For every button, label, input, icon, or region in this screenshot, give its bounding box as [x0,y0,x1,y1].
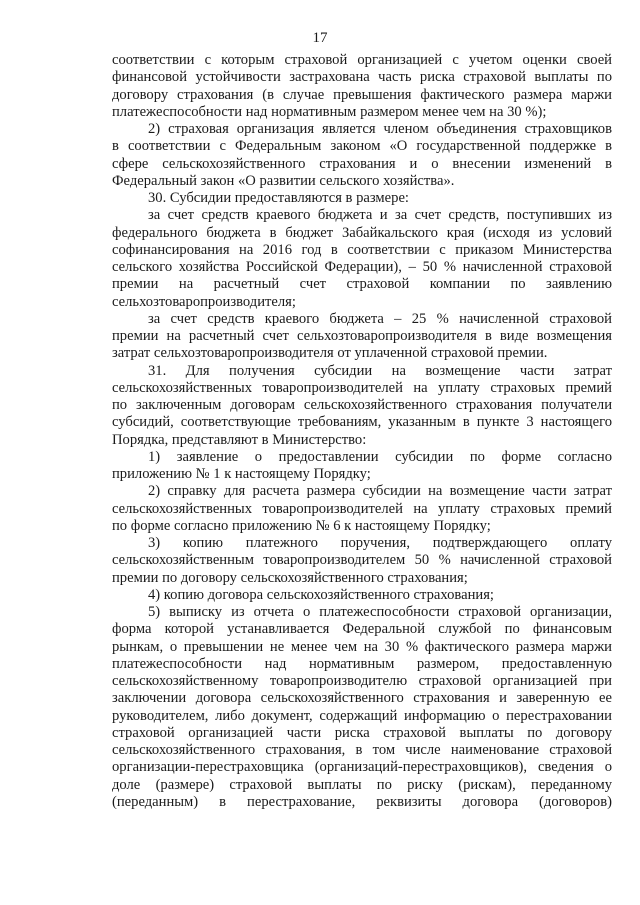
text-line: 2) справку для расчета размера субсидии на возмещение части затрат [148,483,612,500]
text-line: руководителем, либо документ, содержащий информацию о перестраховании [112,707,612,724]
text-line: соответствии с которым страховой организацией с учетом оценки своей [112,52,612,68]
text-line: за счет средств краевого бюджета и за счет средств, поступивших из [148,207,612,224]
text-line: сельскохозяйственному товаропроизводителю страховой организацией при [112,673,612,689]
text-line: финансовой устойчивости застрахована часть риска страховой выплаты по [112,69,612,86]
text-line: по форме согласно приложению № 6 к настоящему Порядку; [112,517,491,534]
text-line: сельскохозяйственного страхования, в том числе наименование страховой [112,742,612,758]
text-line: по заключенным договорам сельскохозяйственного страхования получатели [112,397,612,413]
page-number: 17 [312,30,328,46]
text-line: 2) страховая организация является членом объединения страховщиков [148,121,612,137]
text-line: форма которой устанавливается Федеральной службой по финансовым [112,621,612,638]
text-line: 30. Субсидии предоставляются в размере: [148,190,409,206]
text-line: (переданным) в перестрахование, реквизиты договора (договоров) [112,793,612,810]
text-line: 31. Для получения субсидии на возмещение части затрат [148,362,612,379]
text-line: субсидий, соответствующие требованиям, указанным в пункте 3 настоящего [112,414,612,431]
text-line: Федеральный закон «О развитии сельского хозяйства». [112,172,455,189]
text-line: в соответствии с Федеральным законом «О государственной поддержке в [112,138,612,155]
text-line: 1) заявление о предоставлении субсидии по форме согласно [148,448,612,465]
text-line: сфере сельскохозяйственного страхования и о внесении изменений в [112,155,612,172]
text-line: премии на расчетный счет сельхозтоваропроизводителя в виде возмещения [112,328,612,344]
document-body [112,52,612,811]
text-line: софинансирования на 2016 год в соответствии с приказом Министерства [112,241,612,258]
text-line: затрат сельхозтоваропроизводителя от уплаченной страховой премии. [112,345,548,362]
text-line: за счет средств краевого бюджета – 25 % начисленной страховой [148,310,612,327]
text-line: платежеспособности над нормативным размером, предоставленную [112,655,612,672]
text-line: платежеспособности над нормативным размером менее чем на 30 %); [112,103,547,120]
text-line: договору страхования (в случае превышения фактического размера маржи [112,86,612,103]
text-line: рынкам, о превышении не менее чем на 30 % фактического размера маржи [112,638,612,655]
text-line: 4) копию договора сельскохозяйственного страхования; [148,586,494,603]
text-line: Порядка, представляют в Министерство: [112,431,367,448]
text-line: страховой организацией части риска страховой выплаты по договору [112,724,612,741]
text-line: сельскохозяйственным товаропроизводителем 50 % начисленной страховой [112,552,612,569]
text-line: премии на расчетный счет страховой компании по заявлению [112,276,612,293]
text-line: приложению № 1 к настоящему Порядку; [112,466,371,482]
text-line: сельхозтоваропроизводителя; [112,293,296,310]
text-line: 5) выписку из отчета о платежеспособности страховой организации, [148,604,612,620]
text-line: сельскохозяйственных товаропроизводителей на уплату страховых премий [112,500,612,517]
text-line: организации-перестраховщика (организаций-перестраховщиков), сведения о [112,759,612,776]
text-line: 3) копию платежного поручения, подтверждающего оплату [148,535,612,551]
text-line: сельскохозяйственных товаропроизводителей на уплату страховых премий [112,379,612,396]
text-line: премии по договору сельскохозяйственного страхования; [112,569,468,586]
text-line: доле (размере) страховой выплаты по риску (рискам), переданному [112,776,612,793]
text-line: федерального бюджета в бюджет Забайкальского края (исходя из условий [112,224,612,241]
text-line: заключении договора сельскохозяйственного страхования и заверенную ее [112,690,612,707]
text-line: сельского хозяйства Российской Федерации), – 50 % начисленной страховой [112,259,612,275]
